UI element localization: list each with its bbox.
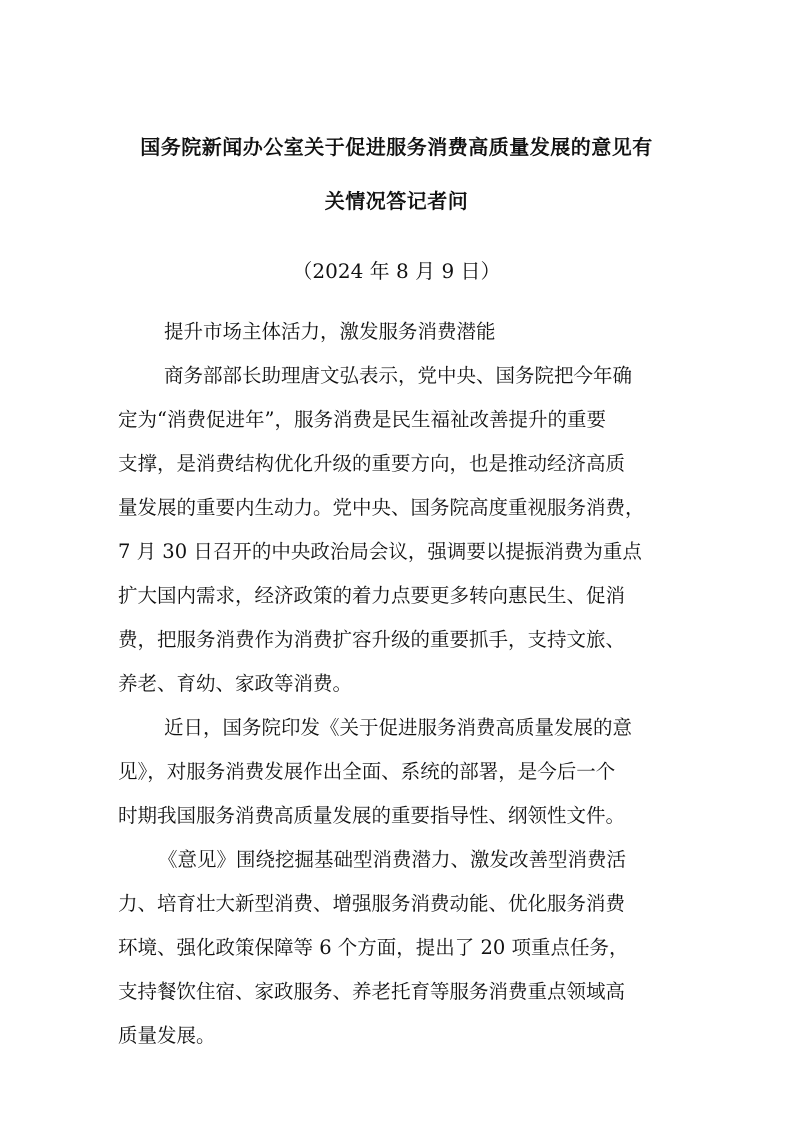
paragraph-line: 见》，对服务消费发展作出全面、系统的部署，是今后一个 — [118, 760, 616, 783]
paragraph-line: 力、培育壮大新型消费、增强服务消费动能、优化服务消费 — [118, 892, 626, 915]
section-heading: 提升市场主体活力，激发服务消费潜能 — [164, 320, 496, 343]
paragraph-line: 7 月 30 日召开的中央政治局会议，强调要以提振消费为重点 — [118, 540, 642, 563]
paragraph-line: 费，把服务消费作为消费扩容升级的重要抓手，支持文旅、 — [118, 628, 626, 651]
paragraph-line: 商务部部长助理唐文弘表示，党中央、国务院把今年确 — [164, 364, 633, 387]
document-date: （2024 年 8 月 9 日） — [292, 259, 501, 283]
paragraph-line: 支撑，是消费结构优化升级的重要方向，也是推动经济高质 — [118, 452, 626, 475]
paragraph-line: 环境、强化政策保障等 6 个方面，提出了 20 项重点任务， — [118, 936, 629, 959]
paragraph-line: 养老、育幼、家政等消费。 — [118, 672, 353, 695]
paragraph-line: 支持餐饮住宿、家政服务、养老托育等服务消费重点领域高 — [118, 980, 626, 1003]
document-title-line-2: 关情况答记者问 — [324, 189, 469, 213]
document-title-line-1: 国务院新闻办公室关于促进服务消费高质量发展的意见有 — [140, 135, 653, 159]
paragraph-line: 量发展的重要内生动力。党中央、国务院高度重视服务消费， — [118, 496, 645, 519]
paragraph-line: 近日，国务院印发《关于促进服务消费高质量发展的意 — [164, 716, 633, 739]
paragraph-line: 定为“消费促进年”，服务消费是民生福祉改善提升的重要 — [118, 408, 606, 431]
paragraph-line: 质量发展。 — [118, 1024, 216, 1047]
paragraph-line: 《意见》围绕挖掘基础型消费潜力、激发改善型消费活 — [158, 848, 627, 871]
paragraph-line: 时期我国服务消费高质量发展的重要指导性、纲领性文件。 — [118, 804, 626, 827]
paragraph-line: 扩大国内需求，经济政策的着力点要更多转向惠民生、促消 — [118, 584, 626, 607]
